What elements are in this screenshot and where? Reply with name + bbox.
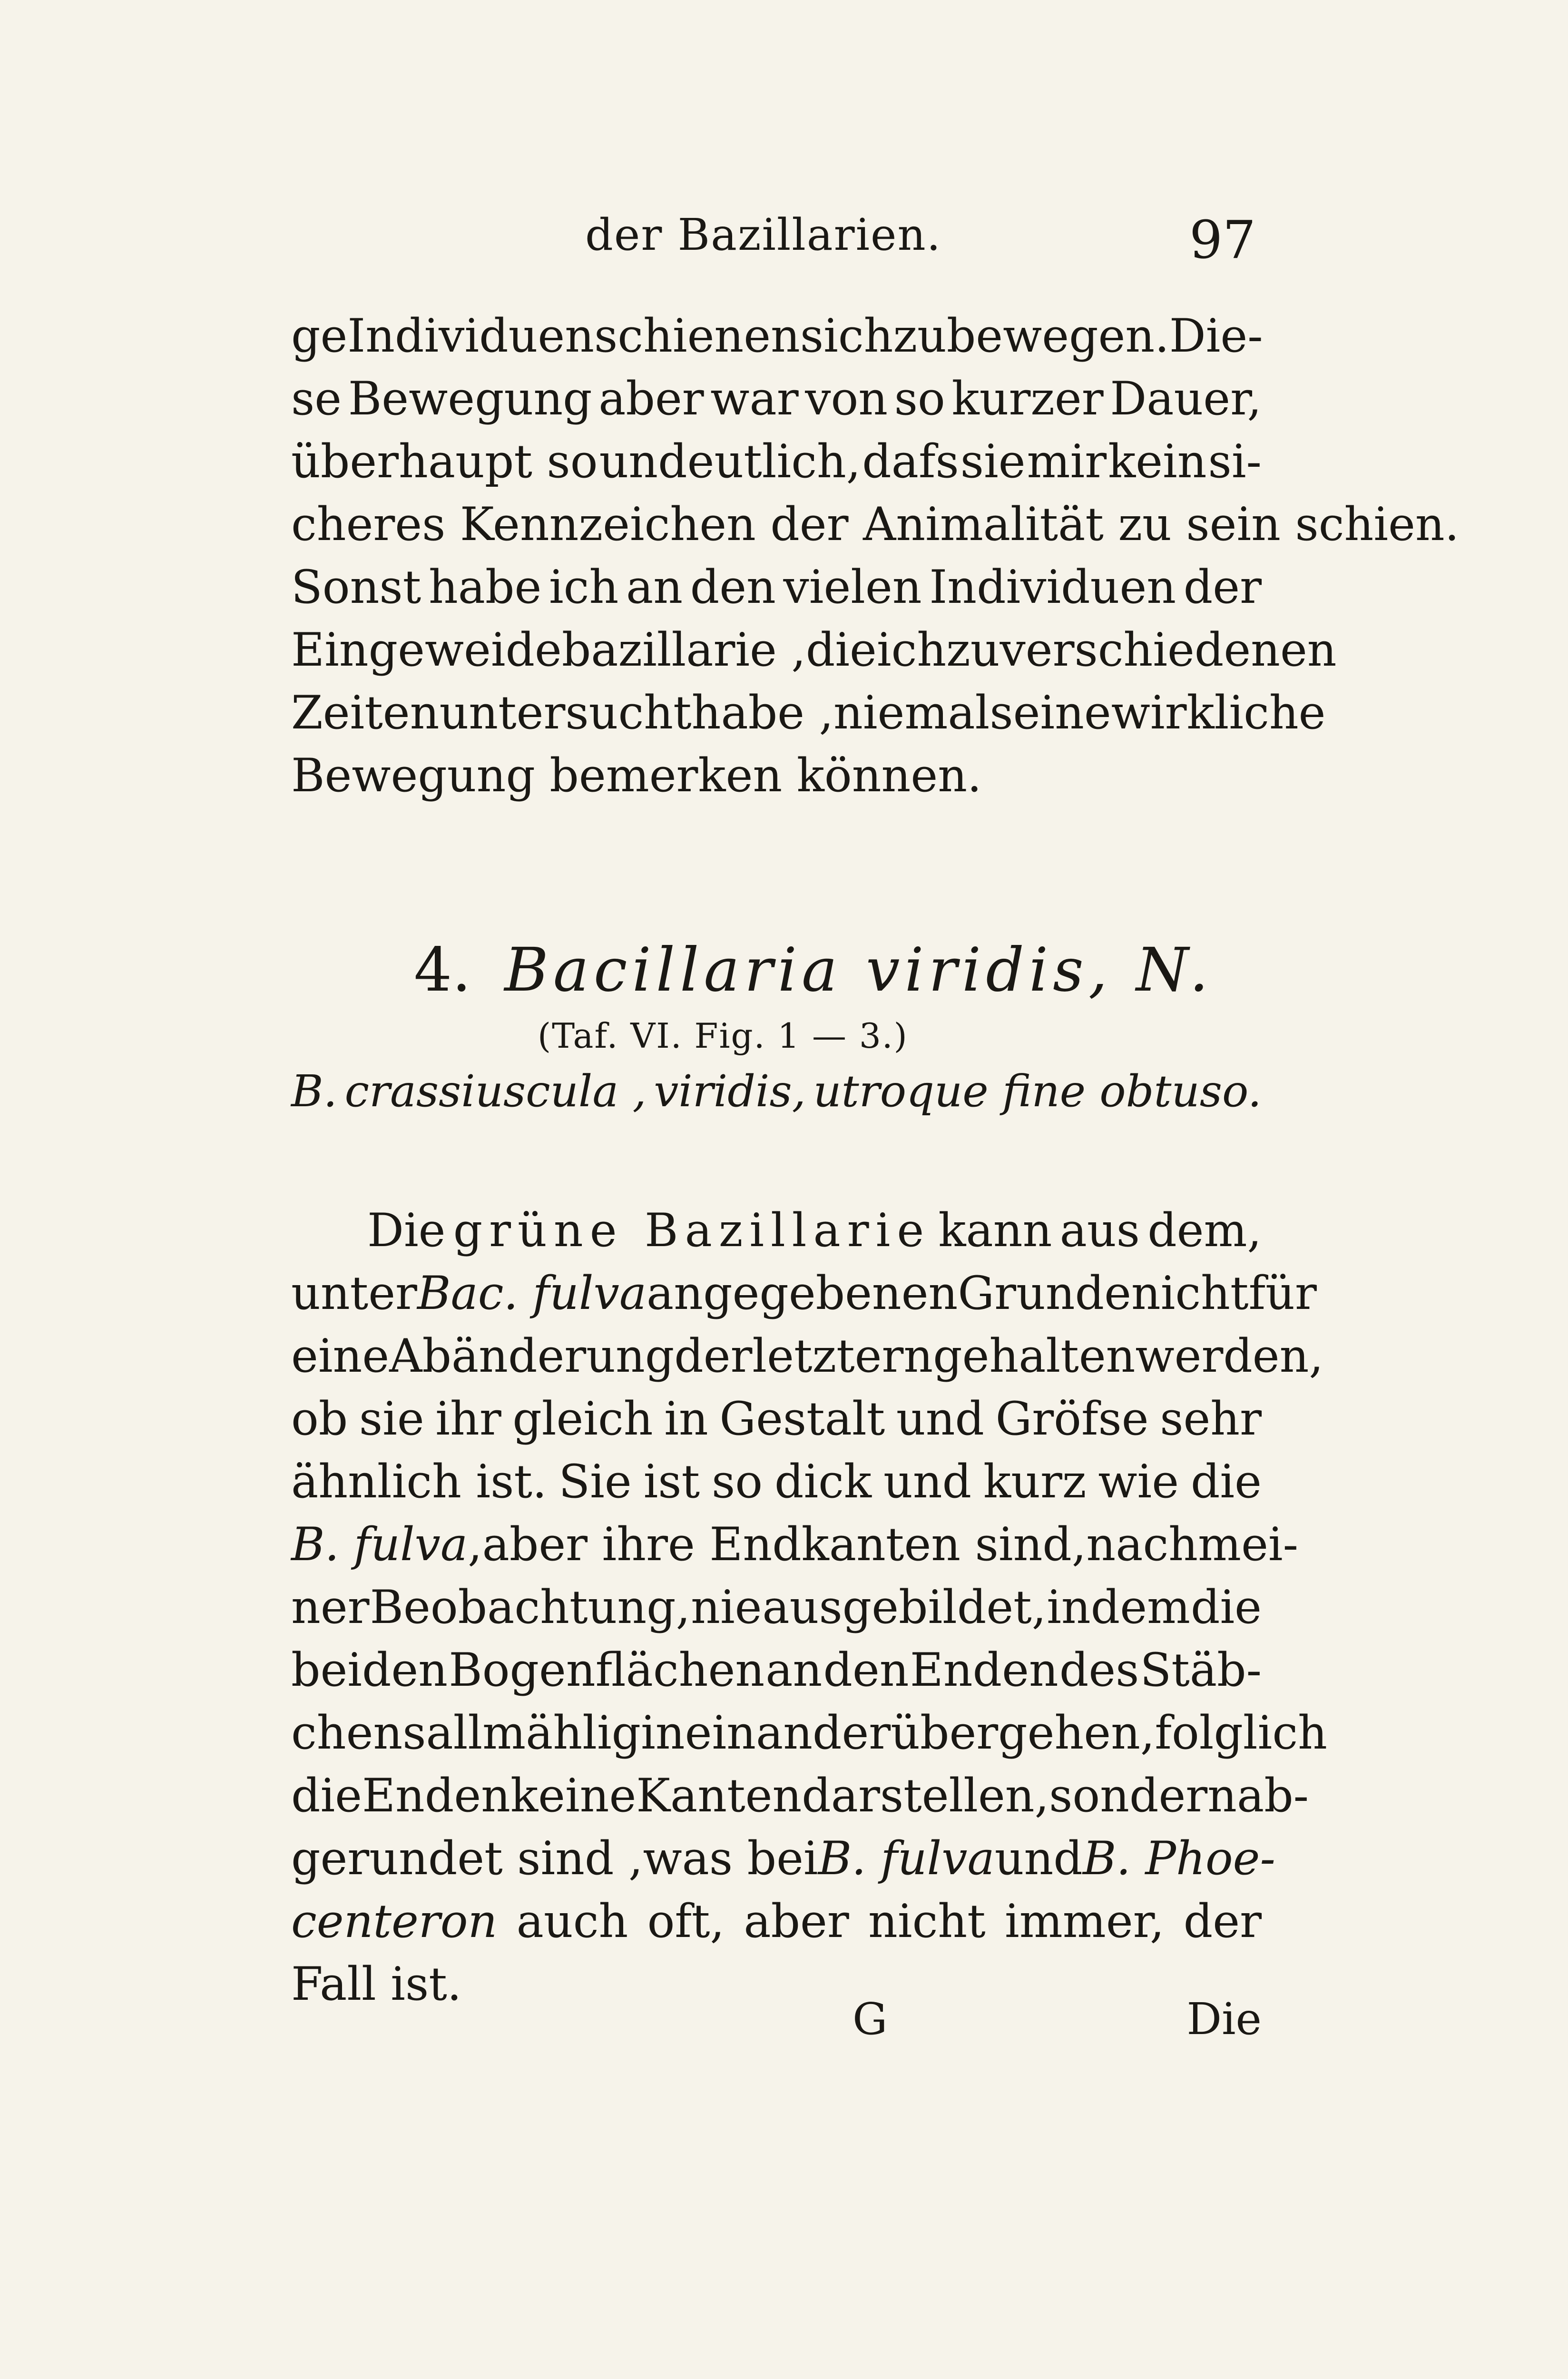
text-line: cheres Kennzeichen der Animalität zu sein schien. (291, 498, 1460, 551)
text-line: ob sie ihr gleich in Gestalt und Gröfse sehr (291, 1392, 1262, 1445)
text-line: Die grüne Bazillarie kann aus dem, (367, 1204, 1262, 1257)
text-line: die Enden keine Kanten darstellen, sondern ab- (291, 1769, 1309, 1822)
text-line: Eingeweidebazillarie , die ich zu verschiedenen (291, 623, 1337, 677)
species-number: 4. (414, 935, 471, 1005)
text-line: ner Beobachtung, nie ausgebildet, indem die (291, 1581, 1262, 1634)
running-head (285, 209, 1256, 271)
text-line: beiden Bogenflächen an den Enden des Stäb- (291, 1643, 1262, 1697)
species-name: Bacillaria viridis, N. (504, 935, 1214, 1005)
plate-reference: (Taf. VI. Fig. 1 — 3.) (538, 1016, 908, 1056)
paragraph-description (291, 1199, 1327, 2015)
signature-mark: G (853, 1994, 888, 2045)
page-number: 97 (1189, 209, 1256, 270)
text-line: Bewegung bemerken können. (291, 749, 982, 802)
species-diagnosis: B. crassiuscula , viridis, utroque fine obtuso. (291, 1066, 1262, 1117)
text-line: Zeiten untersucht habe , niemals eine wirkliche (291, 686, 1326, 739)
text-line: se Bewegung aber war von so kurzer Dauer, (291, 372, 1262, 425)
text-line: Fall ist. (291, 1957, 462, 2011)
text-line: chens allmählig in einander übergehen, folglich (291, 1706, 1327, 1760)
text-line: gerundet sind , was bei B. fulva und B. Phoe- (291, 1832, 1275, 1885)
species-heading (414, 935, 1214, 1005)
text-line: überhaupt so undeutlich, dafs sie mir kein si- (291, 435, 1262, 488)
text-line: centeron auch oft, aber nicht immer, der (291, 1895, 1262, 1948)
catchword: Die (1186, 1994, 1262, 2045)
paragraph-continued (291, 305, 1460, 807)
text-line: ähnlich ist. Sie ist so dick und kurz wie die (291, 1455, 1262, 1508)
running-title: der Bazillarien. (585, 209, 941, 260)
text-line: Sonst habe ich an den vielen Individuen der (291, 560, 1262, 614)
text-line: unter Bac. fulva angegebenen Grunde nicht für (291, 1267, 1317, 1320)
text-line: B. fulva , aber ihre Endkanten sind, nach mei- (291, 1518, 1299, 1571)
text-line: eine Abänderung der letztern gehalten werden, (291, 1329, 1323, 1383)
page-footer (291, 1994, 1262, 2060)
text-line: ge Individuen schienen sich zu bewegen. Die- (291, 309, 1263, 363)
